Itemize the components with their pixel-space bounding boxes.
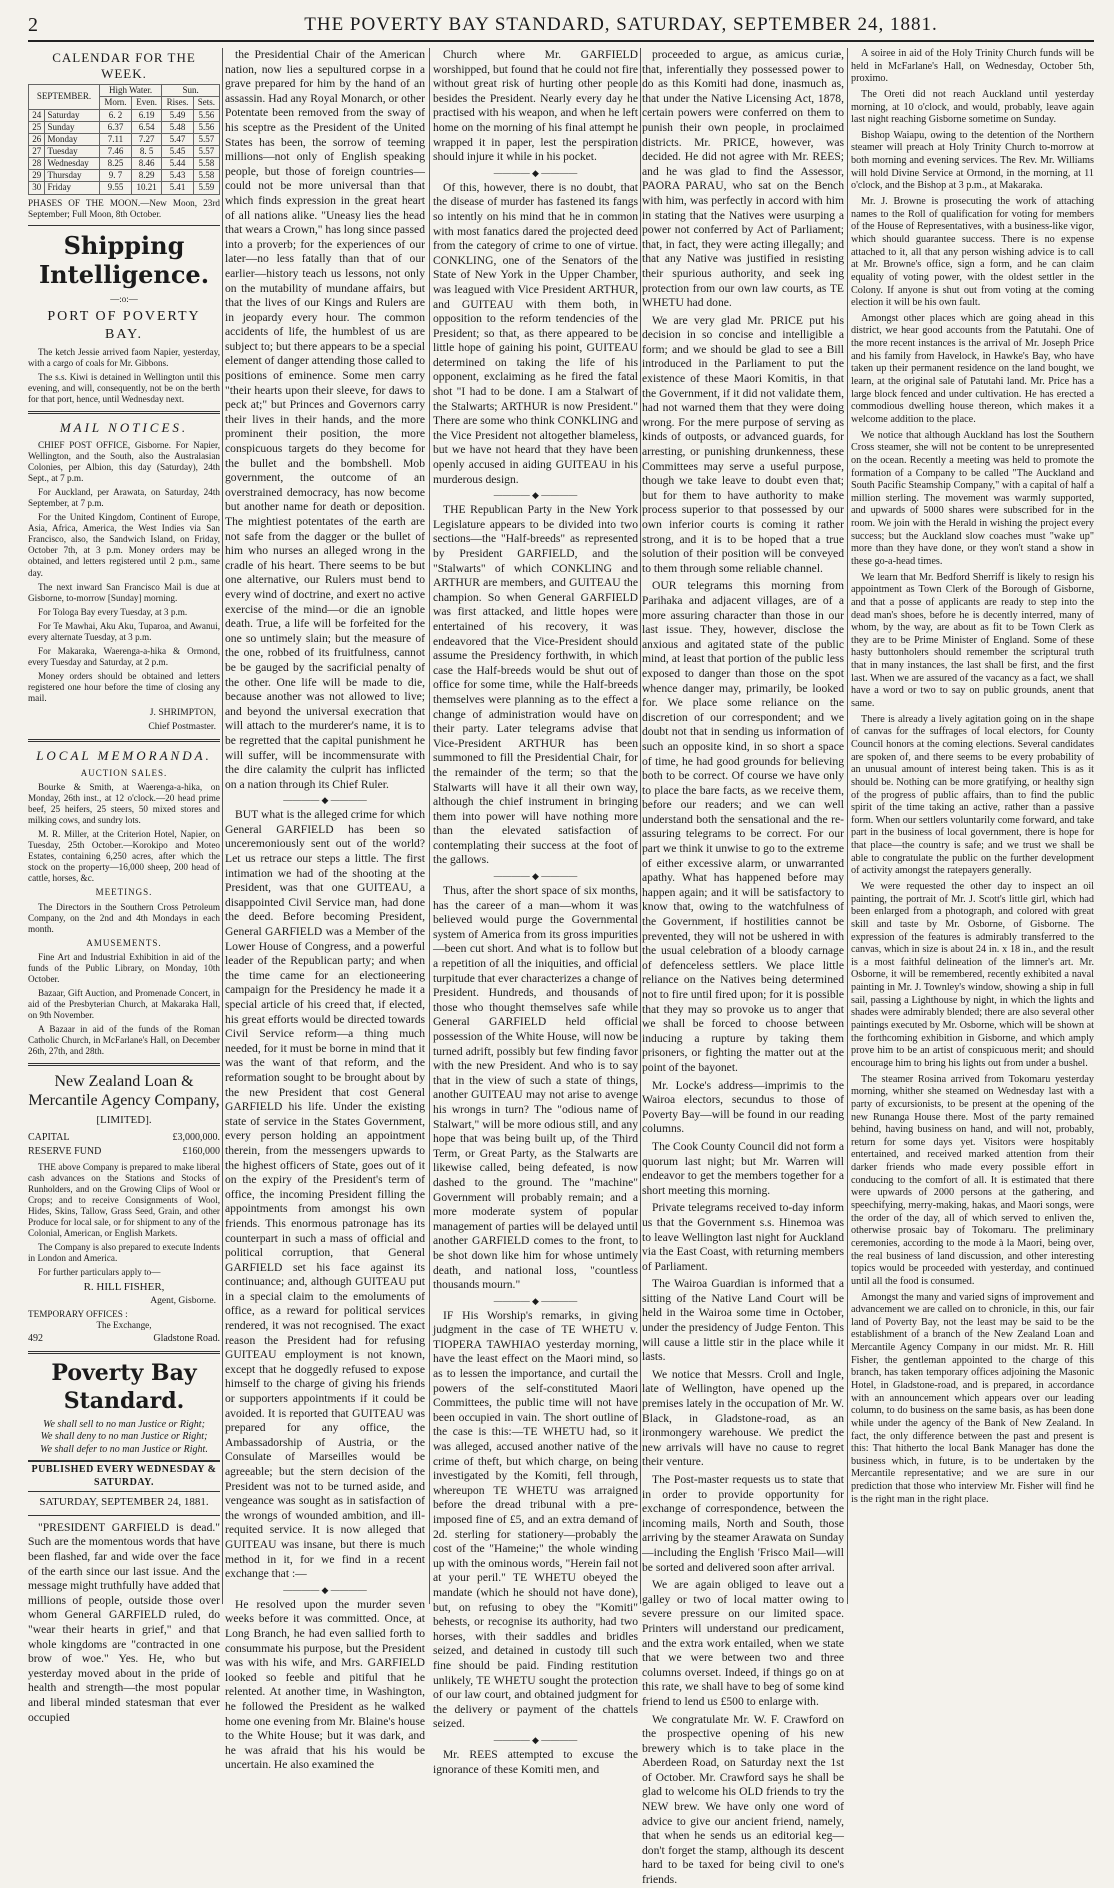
dateline: SATURDAY, SEPTEMBER 24, 1881. bbox=[39, 1496, 209, 1509]
shipping-news bbox=[28, 347, 220, 405]
calendar-cell-morn: 8.25 bbox=[99, 158, 131, 170]
calendar-cell-day: 30 bbox=[29, 182, 45, 194]
news-paragraph: We are very glad Mr. PRICE put his decision in so concise and intelligible a form; and we should be glad to see a Bill introduced in the Parliament to put the existence of these Maori Komitis, in that the Government, if it did not validate them, had not warned them that they were doing wrong. For the mere purpose of serving as kinds of outposts, or advanced guards, for arresting, or punishing drunkenness, these Committees may serve a useful purpose, though we take leave to doubt even that; but for them to have authority to make process superior to that possessed by our own inferior courts is coming it rather strong, and it is to be hoped that a true solution of their position will be conveyed to them through some reliable channel. bbox=[642, 313, 844, 575]
capital-line bbox=[28, 1132, 220, 1144]
calendar-cell-morn: 7.11 bbox=[99, 133, 131, 145]
calendar-cell-sets: 5.57 bbox=[193, 133, 219, 145]
shipping-subheading: PORT OF POVERTY BAY. bbox=[47, 309, 201, 342]
divider bbox=[28, 739, 220, 742]
divider bbox=[28, 1515, 220, 1516]
reserve-value: £160,000 bbox=[182, 1146, 220, 1158]
calendar-cell-sets: 5.56 bbox=[193, 121, 219, 133]
calendar-cell-day: 27 bbox=[29, 146, 45, 158]
editorial-paragraph: Church where Mr. GARFIELD worshipped, but found that he could not fire without great risk of hurting other people besides the President. Nearly every day he practised with his weapon, and when he left home on the morning of his final attempt he wrapped it in paper, lest the perspiration should injure it while in his pocket. bbox=[433, 48, 638, 164]
meetings-heading: MEETINGS. bbox=[95, 887, 153, 898]
advert-limited: [LIMITED]. bbox=[96, 1114, 152, 1127]
calendar-cell-name: Wednesday bbox=[45, 158, 99, 170]
divider bbox=[28, 1351, 220, 1354]
high-water-header: High Water. bbox=[99, 85, 161, 97]
calendar-cell-rises: 5.44 bbox=[162, 158, 193, 170]
rises-header: Rises. bbox=[162, 97, 193, 109]
mail-paragraph: For Te Mawhai, Aku Aku, Tuparoa, and Awanui, every alternate Tuesday, at 3 p.m. bbox=[28, 620, 220, 642]
column-rule bbox=[429, 48, 430, 1604]
amusements bbox=[28, 952, 220, 1057]
calendar-cell-day: 26 bbox=[29, 133, 45, 145]
ornament: ———— ◆ ———— bbox=[493, 490, 578, 501]
shipping-paragraph: The s.s. Kiwi is detained in Wellington until this evening, and will, consequently, not be on the berth for that port, hence, until Wednesday next. bbox=[28, 371, 220, 405]
mail-paragraph: CHIEF POST OFFICE, Gisborne. For Napier, Wellington, and the South, also the Australasian Colonies, per Albion, this day (Saturday), 24th Sept., at 7 p.m. bbox=[28, 440, 220, 484]
ornament: ———— ◆ ———— bbox=[283, 795, 367, 806]
mail-paragraph: For Makaraka, Waerenga-a-hika & Ormond, every Tuesday and Saturday, at 2 p.m. bbox=[28, 645, 220, 667]
shipping-heading: Shipping Intelligence. bbox=[38, 230, 210, 290]
postmaster-signature: J. SHRIMPTON, bbox=[149, 706, 216, 718]
calendar-cell-morn: 7.46 bbox=[99, 146, 131, 158]
column-1 bbox=[28, 48, 220, 1724]
advert-title: New Zealand Loan & Mercantile Agency Company, bbox=[28, 1073, 220, 1110]
calendar-cell-sets: 5.56 bbox=[193, 109, 219, 121]
calendar-cell-morn: 6. 2 bbox=[99, 109, 131, 121]
calendar-row bbox=[29, 133, 220, 145]
calendar-cell-sets: 5.58 bbox=[193, 170, 219, 182]
column-rule bbox=[847, 48, 848, 1604]
column-3 bbox=[433, 48, 638, 1776]
calendar-month-header: SEPTEMBER. bbox=[29, 85, 100, 109]
calendar-cell-even: 6.19 bbox=[131, 109, 161, 121]
motto-line: We shall deny to no man Justice or Right; bbox=[40, 1431, 208, 1443]
news-paragraph: We notice that although Auckland has lost the Southern Cross steamer, she will not be content to be unrepresented on the ocean. Recently a meeting was held to promote the formation of a Company to be called "The Auckland and South Pacific Steamship Company," with a capital of half a million sterling. The movement was warmly supported, and upwards of 5000 shares were subscribed for in the room. We join with the Herald in wishing the project every success; but the Auckland slow coaches must "wake up" more than they have done, or they won't stand a show in these go-a-head times. bbox=[851, 429, 1094, 567]
calendar-cell-even: 7.27 bbox=[131, 133, 161, 145]
calendar-cell-even: 8.29 bbox=[131, 170, 161, 182]
news-paragraph: Mr. Locke's address—imprimis to the Wairoa electors, secundus to those of Poverty Bay—will be found in our reading columns. bbox=[642, 1078, 844, 1136]
divider bbox=[28, 225, 220, 226]
news-paragraph: Amongst other places which are going ahead in this district, we hear good accounts from the Patutahi. One of the more recent instances is the arrival of Mr. Joseph Price and his family from Havelock, in Hawke's Bay, who have taken up their permanent residence on the land bought, we learn, at the original sale of Patutahi land. Mr. Price has a large block fenced and under cultivation. He has erected a commodious dwelling house thereon, which makes it a welcome addition to the place. bbox=[851, 312, 1094, 425]
local-news bbox=[851, 48, 1094, 1506]
calendar-cell-sets: 5.59 bbox=[193, 182, 219, 194]
calendar-cell-even: 8.46 bbox=[131, 158, 161, 170]
mail-paragraph: For Auckland, per Arawata, on Saturday, 24th September, at 7 p.m. bbox=[28, 487, 220, 509]
news-paragraph: There is already a lively agitation going on in the shape of canvas for the suffrages of local electors, for County Council honors at the coming elections. Several candidates are spoken of, and there seems to be every probability of an unusual amount of interest being taken. This is as it should be. Nothing can be more gratifying, or healthy sign of the progress of public affairs, than to find the public spirit of the time taking an active, rather than a passive form. When our settlers voluntarily come forward, and take part in the business of local government, there is hope for that place—the country is safe; and we trust we shall be able to congratulate the public on the further development of activity amongst the ratepayers generally. bbox=[851, 713, 1094, 877]
meetings bbox=[28, 902, 220, 935]
amusements-heading: AMUSEMENTS. bbox=[86, 937, 162, 948]
sun-header: Sun. bbox=[162, 85, 220, 97]
auction-sales bbox=[28, 782, 220, 884]
calendar-table bbox=[28, 84, 220, 194]
calendar-cell-morn: 9. 7 bbox=[99, 170, 131, 182]
even-header: Even. bbox=[131, 97, 161, 109]
calendar-row bbox=[29, 121, 220, 133]
calendar-cell-name: Sunday bbox=[45, 121, 99, 133]
news-paragraph: We are again obliged to leave out a galley or two of local matter owing to severe pressure on our limited space. Printers will understand our predicament, and the extra work entailed, when we state that we were between two and three columns overset. Indeed, if things go on at this rate, we shall have to beg of some kind friend to lend us £500 to enlarge with. bbox=[642, 1578, 844, 1708]
calendar-cell-even: 10.21 bbox=[131, 182, 161, 194]
calendar-cell-rises: 5.45 bbox=[162, 146, 193, 158]
amusement-paragraph: Bazaar, Gift Auction, and Promenade Concert, in aid of the Presbyterian Church, at Makaraka Hall, on 9th November. bbox=[28, 987, 220, 1020]
calendar-title: CALENDAR FOR THE WEEK. bbox=[52, 50, 196, 82]
column-2 bbox=[225, 48, 425, 1772]
news-paragraph: The Oreti did not reach Auckland until yesterday morning, at 10 o'clock, and would, probably, leave again last night reaching Gisborne sometime on Sunday. bbox=[851, 88, 1094, 126]
editorial-paragraph: "PRESIDENT GARFIELD is dead." Such are the momentous words that have been flashed, far and wide over the face of the earth since our last issue. And the message might truthfully have added that millions of people, outside those over whom General GARFIELD ruled, do "wear their hearts in grief," and that whole kingdoms are "contracted in one brow of woe." Yes. He, who but yesterday moved about in the pride of health and strength—the most popular and liberal minded statesman that ever occupied bbox=[28, 1520, 220, 1724]
calendar-row bbox=[29, 158, 220, 170]
moon-phases: PHASES OF THE MOON.—New Moon, 23rd September; Full Moon, 8th October. bbox=[28, 197, 220, 219]
auction-heading: AUCTION SALES. bbox=[80, 767, 168, 778]
publication-days: PUBLISHED EVERY WEDNESDAY & SATURDAY. bbox=[28, 1460, 220, 1492]
motto-line: We shall defer to no man Justice or Right. bbox=[40, 1443, 208, 1455]
amusement-paragraph: A Bazaar in aid of the funds of the Roman Catholic Church, in McFarlane's Hall, on December 26th, 27th, and 28th. bbox=[28, 1024, 220, 1057]
news-paragraph: A soiree in aid of the Holy Trinity Church funds will be held in McFarlane's Hall, on Wednesday, October 5th, proximo. bbox=[851, 48, 1094, 85]
calendar-cell-even: 6.54 bbox=[131, 121, 161, 133]
capital-label: CAPITAL bbox=[28, 1132, 70, 1144]
ornament: ———— ◆ ———— bbox=[283, 1584, 367, 1595]
calendar-cell-day: 25 bbox=[29, 121, 45, 133]
calendar-cell-day: 28 bbox=[29, 158, 45, 170]
calendar-cell-name: Monday bbox=[45, 133, 99, 145]
calendar-cell-sets: 5.57 bbox=[193, 146, 219, 158]
editorial-republican-party bbox=[433, 48, 638, 1777]
column-5 bbox=[851, 48, 1094, 1606]
calendar-row bbox=[29, 146, 220, 158]
agent-title: Agent, Gisborne. bbox=[150, 1294, 216, 1306]
news-paragraph: Bishop Waiapu, owing to the detention of the Northern steamer will preach at Holy Trinity Church to-morrow at both morning and evening services. The Rev. Mr. Williams will hold Divine Service at Ormond, in the morning, at 11 o'clock, and the Bishop at 3 p.m., at Makaraka. bbox=[851, 129, 1094, 192]
news-paragraph: The Cook County Council did not form a quorum last night; but Mr. Warren will endeavor to get the members together for a short meeting this morning. bbox=[642, 1139, 844, 1197]
masthead bbox=[28, 10, 1094, 42]
postmaster-title: Chief Postmaster. bbox=[148, 721, 216, 733]
editorial-paragraph: THE Republican Party in the New York Legislature appears to be divided into two sections—the "Half-breeds" as represented by President GARFIELD, and the "Stalwarts" of which CONKLING and ARTHUR are members, and GUITEAU the champion. So when General GARFIELD was first attacked, and little hopes were entertained of his recovery, it was endeavored that the Vice-President should assume the Presidency forthwith, in which case the Half-breeds would be shut out of office for some time, while the Half-breeds themselves were planning as to the effect a change of administration would have on their party. Later telegrams advise that Vice-President ARTHUR has been summoned to fill the Presidential Chair, for the remainder of the term; so that the Stalwarts will have it all their own way, although the chief instrument in bringing them into power will have nothing more than the elevated satisfaction of contemplating their success at the foot of the gallows. bbox=[433, 503, 638, 867]
news-paragraph: We congratulate Mr. W. F. Crawford on the prospective opening of his new brewery which is to take place in the Aberdeen Road, on Saturday next the 1st of October. Mr. Crawford says he shall be glad to welcome his OLD friends to try the NEW brew. We have only one word of advice to give our ancient friend, namely, that when he sends us an editorial keg—don't forget the stamp, although its descent hard to be taxed for being civil to one's friends. bbox=[642, 1712, 844, 1887]
editorial-paragraph: He resolved upon the murder seven weeks before it was committed. Once, at Long Branch, he had even sallied forth to consummate his purpose, but the President was with his wife, and Mrs. GARFIELD looked so feeble and pitiful that he relented. At another time, in Washington, he followed the President as he walked home one evening from Mr. Blaine's house to the White House; but it was dark, and he was afraid that his his would be uncertain. He also examined the bbox=[225, 1597, 425, 1772]
editorial-paragraph: Mr. REES attempted to excuse the ignorance of these Komiti men, and bbox=[433, 1747, 638, 1776]
ornament: ———— ◆ ———— bbox=[493, 1295, 578, 1306]
offices-label: TEMPORARY OFFICES : bbox=[28, 1309, 128, 1320]
calendar-cell-even: 8. 5 bbox=[131, 146, 161, 158]
calendar-cell-morn: 9.55 bbox=[99, 182, 131, 194]
calendar-cell-name: Friday bbox=[45, 182, 99, 194]
calendar-cell-sets: 5.58 bbox=[193, 158, 219, 170]
meeting-paragraph: The Directors in the Southern Cross Petroleum Company, on the 2nd and 4th Mondays in each month. bbox=[28, 901, 220, 934]
calendar-cell-rises: 5.41 bbox=[162, 182, 193, 194]
advert-paragraph: THE above Company is prepared to make liberal cash advances on the Stations and Stocks of Runholders, and on the Growing Clips of Wool or Crops; and to receive Consignments of Wool, Hides, Skins, Tallow, Grass Seed, Grain, and other Produce for local sale, or for shipment to any of the Colonial, American, or English Markets. bbox=[28, 1161, 220, 1239]
news-paragraph: proceeded to argue, as amicus curiæ, that, inferentially they possessed power to do as this Komiti had done, inasmuch as, that under the Native Licensing Act, 1878, certain powers were conferred on them to punish their own people, in proclaimed districts. Mr. PRICE, however, was decided. He did not agree with Mr. REES; and he was glad to find the Assessor, PAORA PARAU, who sat on the Bench with him, was perfectly in accord with him in stating that the Natives were usurping a power not conferred by Act of Parliament; that, in fact, they were acting illegally; and that any Native was justified in resisting their spurious authority, and seek ing protection from our own law courts, as TE WHETU had done. bbox=[642, 48, 844, 310]
address-line bbox=[28, 1333, 220, 1345]
sets-header: Sets. bbox=[193, 97, 219, 109]
capital-value: £3,000,000. bbox=[172, 1132, 220, 1144]
morn-header: Morn. bbox=[99, 97, 131, 109]
calendar-row bbox=[29, 170, 220, 182]
divider bbox=[28, 411, 220, 414]
reserve-line bbox=[28, 1146, 220, 1158]
editorial-komiti-and-local bbox=[642, 48, 844, 1888]
editorial-start bbox=[28, 1521, 220, 1725]
news-paragraph: We learn that Mr. Bedford Sherriff is likely to resign his appointment as Town Clerk of the Borough of Gisborne, and that a posse of applicants are ready to step into the dead man's shoes, before he is decently interred, many of whom, by the way, are about as fit to be Town Clerk as they are to be Prime Minister of England. Some of these hasty buttonholers should remember the scriptural truth that in many instances, the last shall be first, and the first last. When we are assured of the vacancy as a fact, we shall have a word or two to say on public grounds, anent that same. bbox=[851, 571, 1094, 710]
calendar-rows bbox=[29, 109, 220, 194]
paper-name: Poverty Bay Standard. bbox=[51, 1360, 197, 1414]
ornament: ———— ◆ ———— bbox=[493, 871, 578, 882]
calendar-cell-name: Saturday bbox=[45, 109, 99, 121]
news-paragraph: The Post-master requests us to state that in order to provide opportunity for exchange of correspondence, between the incoming mails, North and South, those arriving by the steamer Arawata on Sunday—including the English 'Frisco Mail—will be sorted and delivered soon after arrival. bbox=[642, 1473, 844, 1574]
mail-paragraph: For Tologa Bay every Tuesday, at 3 p.m. bbox=[38, 606, 188, 617]
mail-notices bbox=[28, 440, 220, 704]
column-4 bbox=[642, 48, 844, 1887]
ornament: ———— ◆ ———— bbox=[493, 167, 578, 178]
calendar-cell-rises: 5.43 bbox=[162, 170, 193, 182]
news-paragraph: Mr. J. Browne is prosecuting the work of attaching names to the Roll of qualification for voting for members of the House of Representatives, with a business-like vigor, which should guarantee success. There is no expense attached to it, all that any person wishing advice is to call at Mr. Browne's office, sign a form, and he can claim equality of voting power, with the oldest settler in the Colony. If anyone is shut out from voting at the coming election it will be his own fault. bbox=[851, 196, 1094, 309]
agent-name: R. HILL FISHER, bbox=[83, 1281, 165, 1294]
editorial-paragraph: the Presidential Chair of the American nation, now lies a sepultured corpse in a grave prepared for him by the hand of an assassin. Had any Royal Monarch, or other Potentate been removed from the sway of his sceptre as the President of the United States has been, the sorrow of teeming millions—not only of English speaking people, but those of foreign countries—could not be more universal than that which finds expression in the great heart of all nations alike. "Uneasy lies the head that wears a Crown," has long since passed into a proverb; for the experiences of our later—no less fatally than that of our earlier—history teach us lessons, not only on the mutability of mundane affairs, but that the lives of our Kings and Rulers are in jeopardy every hour. The common accidents of life, the humblest of us are subject to; but there appears to be a special element of danger attending those called to positions of eminence. Some men carry "their hearts upon their sleeve, for daws to peck at;" but Princes and Governors carry their lives in their hands, and the more prominent their position, the more conspicuous targets do they become for the bullet and the bombshell. Mob government, the outcome of an overstrained democracy, has now become but another name for death or deposition. The mightiest potentates of the earth are not safe from the dagger or the bullet of him who nurses an alleged wrong in the cradle of his heart. There seems to be but one alternative, our Rulers must bend to every wind of doctrine, and exert no active exercise of the mind—or die an ignoble death. True, a life will be forfeited for the one so untimely slain; but the measure of the one, robbed of its fruitfulness, cannot be be gauged by the sacrificial penalty of the other. One life will be made to die, because another was not allowed to live; and beyond the universal execration that will attach to the murderer's name, it is to be regretted that the capital punishment he will suffer, will be incommensurate with the dire calamity the culprit has inflicted on a nation through its Chief Ruler. bbox=[225, 48, 425, 791]
ornament: ———— ◆ ———— bbox=[493, 1734, 578, 1745]
auction-paragraph: Bourke & Smith, at Waerenga-a-hika, on Monday, 26th inst., at 12 o'clock.—20 head prime beef, 25 heifers, 25 steers, 50 mixed stores and milking cows, and sundry lots. bbox=[28, 782, 220, 826]
motto-line: We shall sell to no man Justice or Right; bbox=[43, 1418, 205, 1430]
advert-paragraph: For further particulars apply to— bbox=[38, 1267, 161, 1278]
mail-paragraph: The next inward San Francisco Mail is due at Gisborne, to-morrow [Sunday] morning. bbox=[28, 581, 220, 603]
column-rule bbox=[640, 48, 641, 1604]
page-number: 2 bbox=[28, 14, 38, 36]
local-heading: LOCAL MEMORANDA. bbox=[36, 747, 212, 763]
calendar-cell-rises: 5.49 bbox=[162, 109, 193, 121]
mail-heading: MAIL NOTICES. bbox=[59, 420, 189, 436]
news-paragraph: OUR telegrams this morning from Parihaka and adjacent villages, are of a more assuring character than those in our last issue. They, however, disclose the anxious and agitated state of the public mind, at least that portion of the public less exposed to danger than those on the spot whence danger may, primarily, be looked for. We place some reliance on the discretion of our correspondent; and we doubt not that in sending us information of such an opposite kind, in so short a space of time, he had good grounds for believing both to be correct. Of course we have only to place the bare facts, as we receive them, before our readers; and we can well understand both the sensational and the re-assuring telegrams to be correct. For our part we think it unwise to go to the extreme of either excessive alarm, or unwarranted apathy. What has happened before may happen again; and it will be satisfactory to know that, owing to the watchfulness of the Government, if hostilities cannot be prevented, they will not be ushered in with the usual celebration of a bloody carnage of defenceless settlers. We place little reliance on the Natives being determined not to fire until fired upon; for it is possible that they may so provoke us to anger that we shall be forced to choose between inducing a rupture by taking them prisoners, or fighting the matter out at the point of the bayonet. bbox=[642, 579, 844, 1074]
editorial-garfield bbox=[225, 48, 425, 1773]
news-paragraph: The steamer Rosina arrived from Tokomaru yesterday morning, whither she steamed on Wednesday last with a party of excursionists, to be present at the opening of the new Runanga House there. Most of the party remained behind, having business on hand, and will not, probably, return for some days yet. Visitors were hospitably entertained, and received marked attention from their darker friends who made every possible effort in conducing to the comfort of all. It is estimated that there were upwards of 2000 persons at the gathering, and speechifying, merry-making, hakas, and Maori songs, were the order of the day, all of which served to enliven the, otherwise prosaic bay of Tokomaru. The preliminary ceremonies, according to the mode à la Maori, being over, the real business of land discussion, and other interesting topics would be proceeded with yesterday, and continued until all the food is consumed. bbox=[851, 1073, 1094, 1287]
news-paragraph: We were requested the other day to inspect an oil painting, the portrait of Mr. J. Scott's little girl, which had been enlarged from a photograph, and colored with great skill and taste by Mr. Osborne, of Gisborne. The expression of the features is admirably transferred to the canvas, which in size is about 24 in. x 18 in., and the result is a most faithful delineation of the limner's art. Mr. Osborne, it will be remembered, recently exhibited a naval painting in Mr. J. Townley's window, showing a ship in full sail, passing a Lighthouse by night, in which the lights and shades were admirably blended; there are also several other paintings executed by Mr. Osborne, which will be shown at the forthcoming exhibition in Gisborne, and which amply prove him to be an artist of conspicuous merit; and should encourage him to bring his lights out from under a bushel. bbox=[851, 881, 1094, 1069]
calendar-cell-rises: 5.47 bbox=[162, 133, 193, 145]
calendar-cell-day: 29 bbox=[29, 170, 45, 182]
ad-number: 492 bbox=[28, 1333, 43, 1345]
editorial-paragraph: Of this, however, there is no doubt, that the disease of murder has fastened its fangs so intently on his mind that he in common with most fanatics dared the projected deed from the category of crime to one of virtue. CONKLING, one of the Senators of the State of New York in the Upper Chamber, was leagued with Vice President ARTHUR, and GUITEAU with them both, in opposition to the reform tendencies of the President; so that, as there appeared to be little hope of gaining his point, GUITEAU determined on taking the life of his opponent, exclaiming as he fired the fatal shot "I had to be done. I am a Stalwart of the Stalwarts; ARTHUR is now President." There are some who think CONKLING and the Vice President not altogether blameless, but we have not heard that they have been openly accused in aiding GUITEAU in his murderous design. bbox=[433, 180, 638, 486]
shipping-paragraph: The ketch Jessie arrived faom Napier, yesterday, with a cargo of coals for Mr. Gibbons. bbox=[28, 346, 220, 368]
mail-paragraph: Money orders should be obtained and letters registered one hour before the time of closing any mail. bbox=[28, 670, 220, 703]
news-paragraph: We notice that Messrs. Croll and Ingle, late of Wellington, have opened up the premises lately in the occupation of Mr. W. Black, in Gladstone-road, as an ironmongery warehouse. We predict the new arrivals will have no cause to regret their venture. bbox=[642, 1367, 844, 1469]
column-rule bbox=[222, 48, 223, 1604]
reserve-label: RESERVE FUND bbox=[28, 1146, 102, 1158]
auction-paragraph: M. R. Miller, at the Criterion Hotel, Napier, on Tuesday, 25th October.—Korokipo and Moteo Estates, containing 6,250 acres, after which the stock on the property—16,000 sheep, 200 head of cattle, horses, &c. bbox=[28, 829, 220, 884]
news-paragraph: Amongst the many and varied signs of improvement and advancement we are called on to chronicle, in this, our fair land of Poverty Bay, not the least may be said to be the establishment of a branch of the New Zealand Loan and Mercantile Agency Company in our midst. Mr. R. Hill Fisher, the gentleman appointed to the charge of this branch, has taken temporary offices adjoining the Masonic Hotel, in Gladstone-road, and is prepared, in accordance with an announcement which appears over our leading column, to do business on the same basis, as has been done while under the agency of the Bank of New Zealand. In fact, the only difference between the past and present is this: That hitherto the local Bank Manager has done the business which, in future, is to be undertaken by the Mercantile representative; and we are sure in our prediction that those who interview Mr. Fisher will find he is the right man in the right place. bbox=[851, 1291, 1094, 1505]
editorial-paragraph: BUT what is the alleged crime for which General GARFIELD has been so unceremoniously sent out of the world? Let us retrace our steps a little. The first intimation we had of the shooting at the President, was that one GUITEAU, a disappointed Civil Service man, had done the deed. Before becoming President, General GARFIELD was a Member of the Lower House of Congress, and a powerful leader of the Republican party; and when the time came for an electioneering campaign for the Presidency he made it a special article of his creed that, if elected, his great efforts would be directed towards Civil Service reform—a thing much needed, for it must be borne in mind that it was the want of that reform, and the reformation sought to be brought about by the new President that cost General GARFIELD his life. Under the existing state of service in the States Government, every person holding an appointment therein, from the messengers upwards to the highest officers of State, goes out of it on the expiry of the President's term of office, the incoming President filling the appointments from amongst his own friends. This enormous patronage has its counterpart in such a mass of official and political corruption, that General GARFIELD set his face against its continuance; and, although GUITEAU put in a special claim to the emoluments of office, as a reward for political services rendered, it was not recognised. The exact reason the President had for refusing GUITEAU employment is not known, except that he doggedly refused to expose himself to the charge of giving his friends or supporters appointments if it could be avoided. It is reported that GUITEAU was prepared for any office, the Ambassadorship of Austria, or the Consulate of Marseilles would be agreeable; but the stern decision of the President was not to be turned aside, and vengeance was sought as in satisfaction of the wrongs of wounded ambition, and ill-requited service. It is now alleged that GUITEAU was insane, but there is much method in it, for we find in a recent exchange that :— bbox=[225, 808, 425, 1581]
address: Gladstone Road. bbox=[153, 1333, 220, 1345]
news-paragraph: The Wairoa Guardian is informed that a sitting of the Native Land Court will be held in the Wairoa some time in October, under the presidency of Judge Fenton. This will cause a little stir in the place while it lasts. bbox=[642, 1277, 844, 1364]
newspaper-title: THE POVERTY BAY STANDARD, SATURDAY, SEPTEMBER 24, 1881. bbox=[304, 14, 938, 35]
editorial-paragraph: Thus, after the short space of six months, has the career of a man—whom it was believed would purge the Governmental system of America from its gross impurities—been cut short. And what is to follow but a repetition of all the iniquities, and official turpitude that ever characterizes a change of President. Hundreds, and thousands of those who thought themselves safe while General GARFIELD held official possession of the White House, will now be turned adrift, possibly but few finding favor with the new President. And who is to say that in the view of such a state of things, another GUITEAU may not arise to avenge his wrongs in turn? The "odious name of Stalwart," will be more odious still, and any hope that was being built up, of the Third Term, or Great Party, as the Stalwarts are likewise called, being defeated, is now dashed to the ground. The "machine" Government will probably remain; and a more moderate system of popular management of parties will be delayed until another GARFIELD comes to the front, to be shot down like him for whose untimely death, and national loss, "countless thousands mourn." bbox=[433, 884, 638, 1292]
calendar-cell-name: Thursday bbox=[45, 170, 99, 182]
divider bbox=[28, 1063, 220, 1066]
amusement-paragraph: Fine Art and Industrial Exhibition in aid of the funds of the Public Library, on Monday, 10th October. bbox=[28, 951, 220, 984]
mail-paragraph: For the United Kingdom, Continent of Europe, Asia, Africa, America, the West Indies via San Francisco, also, the Sandwich Island, on Friday, October 7th, at 3 p.m. Money orders may be obtained, and letters registered until 2 p.m., same day. bbox=[28, 512, 220, 578]
ornament: —:o:— bbox=[110, 294, 138, 305]
news-paragraph: Private telegrams received to-day inform us that the Government s.s. Hinemoa was to leave Wellington last night for Auckland via the East Coast, with returning members of Parliament. bbox=[642, 1201, 844, 1273]
calendar-row bbox=[29, 182, 220, 194]
calendar-cell-rises: 5.48 bbox=[162, 121, 193, 133]
calendar-row bbox=[29, 109, 220, 121]
editorial-paragraph: IF His Worship's remarks, in giving judgment in the case of TE WHETU v. TIOPERA TAWHIAO yesterday morning, have the least effect on the Maori mind, so as to lessen the importance, and curtail the powers of the self-constituted Maori Committees, the public time will not have been occupied in vain. The short outline of the case is this:—TE WHETU had, so it was alleged, accused another native of the crime of theft, but which charge, on being investigated by the Komiti, fell through, whereupon TE WHETU was arraigned before the dread tribunal with a pre-imposed fine of £5, and an extra demand of 2d. sterling for stationery—probably the cost of the "Hameine;" the whole winding up with the ominous words, "Herein fail not at your peril." TE WHETU obeyed the mandate (which he should not have done), but, on refusing to obey the "Komiti" behests, or recognise its authority, had two horses, with their saddles and bridles seized, and detained in custody till such fine should be paid. Finding restitution unlikely, TE WHETU sought the protection of our law court, and obtained judgment for the delivery or payment of the chattels seized. bbox=[433, 1308, 638, 1731]
advert-body bbox=[28, 1162, 220, 1278]
offices-value: The Exchange, bbox=[96, 1320, 152, 1331]
advert-paragraph: The Company is also prepared to execute Indents in London and America. bbox=[28, 1242, 220, 1264]
calendar-cell-day: 24 bbox=[29, 109, 45, 121]
calendar-cell-morn: 6.37 bbox=[99, 121, 131, 133]
calendar-cell-name: Tuesday bbox=[45, 146, 99, 158]
